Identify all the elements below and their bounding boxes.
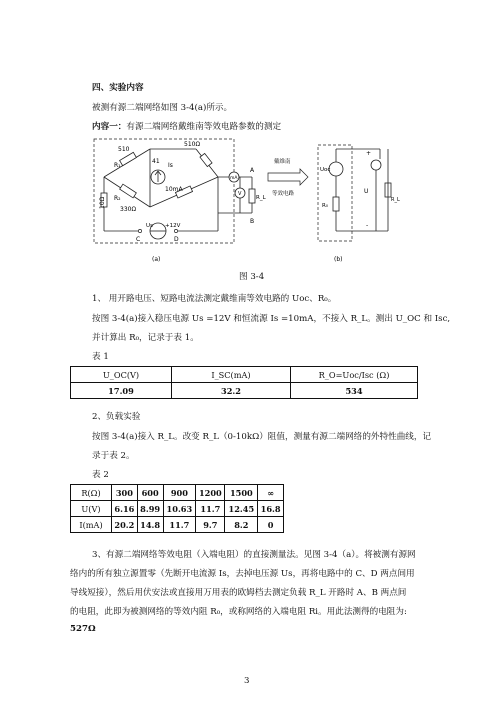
table-cell: 0 xyxy=(258,517,284,533)
subfigure-b-label: (b) xyxy=(334,256,343,263)
table-cell: 8.2 xyxy=(225,517,258,533)
table-cell: R(Ω) xyxy=(71,485,112,501)
step2-title: 2、负载实验 xyxy=(92,412,141,422)
table-row xyxy=(71,383,418,399)
page-number: 3 xyxy=(244,676,250,686)
part1-title-line xyxy=(92,120,281,132)
label-rl-b: R_L xyxy=(391,197,400,203)
circuit-figure xyxy=(90,135,410,270)
table-cell: I(mA) xyxy=(71,517,112,533)
table-2 xyxy=(70,484,284,533)
label-d: D xyxy=(174,236,179,243)
label-box-1: 戴维南 xyxy=(274,159,291,165)
table-cell: 10.63 xyxy=(163,501,196,517)
label-c: C xyxy=(136,236,141,243)
step3-line1: 3、有源二端网络等效电阻（入端电阻）的直接测量法。见图 3-4（a）。将被测有源网 xyxy=(92,550,416,560)
label-plus: + xyxy=(366,150,372,157)
intro-text: 被测有源二端网络如图 3-4(a)所示。 xyxy=(92,103,233,113)
label-ma-meter: mA xyxy=(230,176,238,181)
figure-caption: 图 3-4 xyxy=(239,272,265,282)
table-cell: 9.7 xyxy=(196,517,225,533)
table1-label: 表 1 xyxy=(92,352,109,362)
step1-line3: 并计算出 R₀，记录于表 1。 xyxy=(92,333,199,343)
table-cell: ∞ xyxy=(258,485,284,501)
step3-result: 527Ω xyxy=(70,624,96,634)
table-cell: 1500 xyxy=(225,485,258,501)
equivalence-arrow-icon xyxy=(268,169,308,185)
table-cell: 32.2 xyxy=(172,383,291,399)
table-cell: 16.8 xyxy=(258,501,284,517)
table-cell: 14.8 xyxy=(137,517,163,533)
label-minus: - xyxy=(366,222,369,229)
label-r2: R₂ xyxy=(114,195,121,202)
label-rl: R_L xyxy=(256,195,266,201)
table-cell: U_OC(V) xyxy=(71,367,172,383)
step2-line2: 录于表 2。 xyxy=(92,451,135,461)
table-cell: 11.7 xyxy=(196,501,225,517)
table-cell: 6.16 xyxy=(112,501,138,517)
step3-line2: 络内的所有独立源置零（先断开电流源 Is，去掉电压源 Us，再将电路中的 C、D 两点间用 xyxy=(70,569,415,579)
section-heading: 四、实验内容 xyxy=(92,83,144,93)
label-u: U xyxy=(364,188,369,195)
load-resistor xyxy=(249,189,255,203)
label-12v: +12V xyxy=(165,223,181,229)
label-v-meter: V xyxy=(238,191,242,197)
equiv-source-icon xyxy=(329,162,343,176)
step1-text: 1、 用开路电压、短路电流法测定戴维南等效电路的 Uoc、R₀。 xyxy=(92,294,337,304)
label-10ma: 10mA xyxy=(165,186,183,193)
table-cell: 534 xyxy=(291,383,418,399)
label-us: Us xyxy=(146,223,153,229)
label-box-2: 等效电路 xyxy=(272,191,295,197)
label-r1: R₁ xyxy=(114,162,121,169)
part1-label: 内容一： xyxy=(92,122,127,132)
table-cell: I_SC(mA) xyxy=(172,367,291,383)
step3-line3: 导线短接），然后用伏安法或直接用万用表的欧姆档去测定负载 R_L 开路时 A、B 两点间 xyxy=(70,588,407,598)
table-cell: 8.99 xyxy=(137,501,163,517)
table-cell: 17.09 xyxy=(71,383,172,399)
label-is: Is xyxy=(168,162,173,169)
label-r10: 10Ω xyxy=(99,196,106,209)
label-b: B xyxy=(250,218,255,225)
table-cell: 900 xyxy=(163,485,196,501)
label-r330: 330Ω xyxy=(120,206,137,213)
table-cell: 20.2 xyxy=(112,517,138,533)
label-ro: R₀ xyxy=(322,203,329,209)
label-41: 41 xyxy=(152,158,160,165)
table-row xyxy=(71,367,418,383)
step1-line2: 按图 3-4(a)接入稳压电源 Us =12V 和恒流源 Is =10mA，不接入 R_L。测出 U_OC 和 Isc, xyxy=(92,314,451,324)
table-row xyxy=(71,517,284,533)
label-r510-left: 510 xyxy=(118,146,130,153)
network-frame-b xyxy=(318,145,352,241)
label-uoc: Uoc xyxy=(320,167,331,173)
table-cell: R_O=Uoc/Isc (Ω) xyxy=(291,367,418,383)
label-a: A xyxy=(250,167,255,174)
table-cell: 12.45 xyxy=(225,501,258,517)
table-cell: 1200 xyxy=(196,485,225,501)
table-cell: 300 xyxy=(112,485,138,501)
table-1 xyxy=(70,366,418,399)
step3-line4: 的电阻，此即为被测网络的等效内阻 R₀，或称网络的入端电阻 Ri。用此法测得的电阻为: xyxy=(70,607,407,617)
step2-line1: 按图 3-4(a)接入 R_L。改变 R_L（0-10kΩ）阻值，测量有源二端网络的外特性曲线，记 xyxy=(92,432,432,442)
table-cell: U(V) xyxy=(71,501,112,517)
table-row xyxy=(71,501,284,517)
subfigure-a-label: (a) xyxy=(152,256,161,263)
part1-title: 有源二端网络戴维南等效电路参数的测定 xyxy=(126,122,282,132)
label-r510-right: 510Ω xyxy=(184,141,201,148)
table2-label: 表 2 xyxy=(92,470,109,480)
table-cell: 600 xyxy=(137,485,163,501)
table-row xyxy=(71,485,284,501)
table-cell: 11.7 xyxy=(163,517,196,533)
